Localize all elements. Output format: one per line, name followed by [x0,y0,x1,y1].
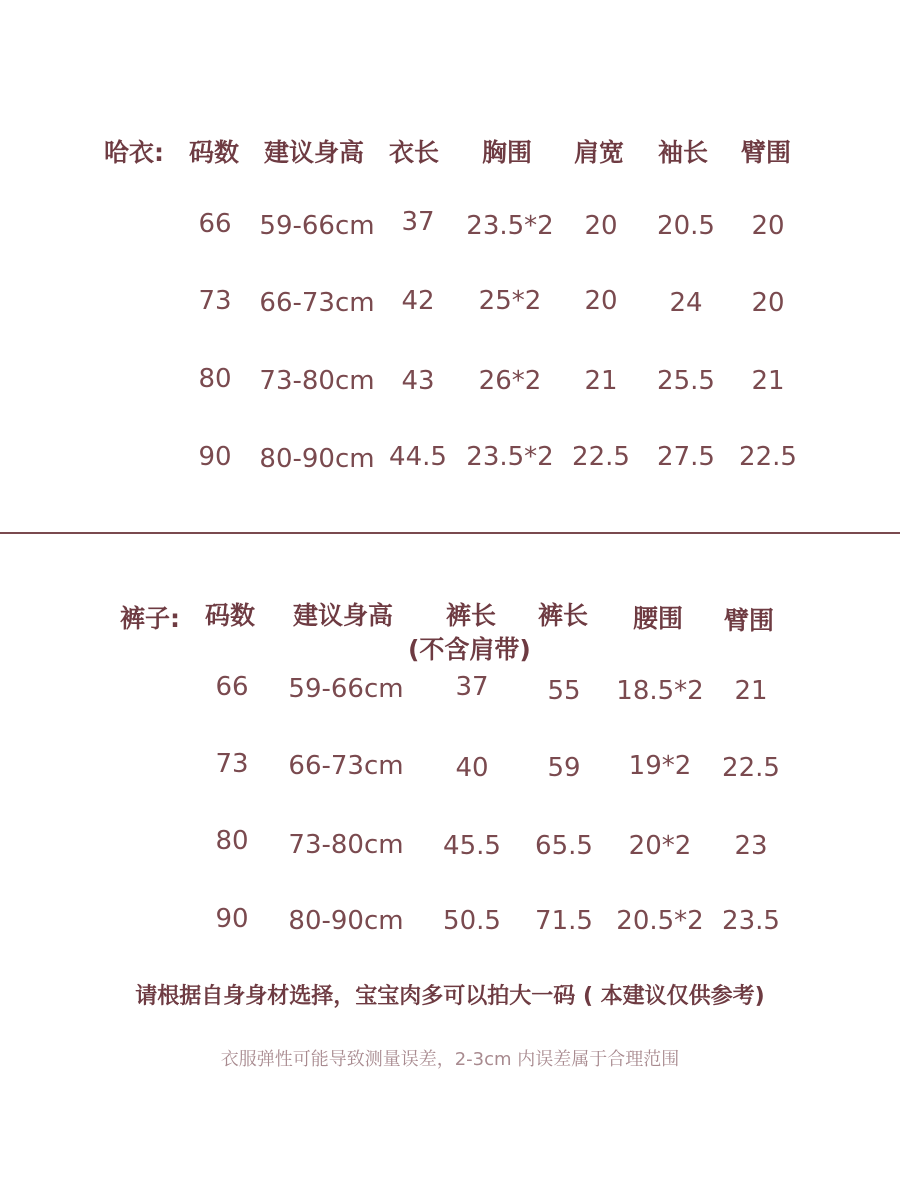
table-cell: 20*2 [628,831,692,861]
table-cell: 66 [198,209,232,239]
table-cell: 37 [455,672,489,702]
measurement-error-note: 衣服弹性可能导致测量误差，2-3cm 内误差属于合理范围 [220,1049,680,1070]
table-cell: 71.5 [535,906,593,936]
table-cell: 66 [215,672,249,702]
bottom-header-pants-length-2: 裤长 [538,601,589,630]
table-cell: 80 [215,826,249,856]
table-cell: 24 [669,288,703,318]
table-cell: 59-66cm [288,674,404,704]
table-cell: 18.5*2 [616,676,704,706]
table-cell: 21 [734,676,768,706]
table-cell: 23 [734,831,768,861]
table-cell: 45.5 [443,831,501,861]
table-cell: 90 [198,442,232,472]
table-cell: 80-90cm [288,906,404,936]
bottom-table-title: 裤子: [120,604,180,633]
table-cell: 80 [198,364,232,394]
table-cell: 19*2 [628,751,692,781]
table-cell: 21 [584,366,618,396]
top-header-length: 衣长 [389,138,440,167]
bottom-header-note: (不含肩带) [408,635,531,664]
table-cell: 25*2 [478,286,542,316]
bottom-header-height: 建议身高 [293,601,394,630]
table-cell: 42 [401,286,435,316]
table-cell: 23.5 [722,906,780,936]
table-cell: 50.5 [443,906,501,936]
table-cell: 73 [198,286,232,316]
table-cell: 40 [455,753,489,783]
table-cell: 20 [751,211,785,241]
top-table-title: 哈衣: [104,138,164,167]
top-header-chest: 胸围 [482,138,533,167]
table-cell: 73-80cm [259,366,375,396]
table-cell: 25.5 [657,366,715,396]
table-cell: 44.5 [389,442,447,472]
table-cell: 43 [401,366,435,396]
table-cell: 26*2 [478,366,542,396]
table-cell: 59-66cm [259,211,375,241]
table-cell: 21 [751,366,785,396]
table-cell: 80-90cm [259,444,375,474]
table-cell: 22.5 [739,442,797,472]
table-cell: 22.5 [572,442,630,472]
section-divider [0,532,900,534]
table-cell: 73-80cm [288,830,404,860]
table-cell: 20 [584,286,618,316]
table-cell: 90 [215,904,249,934]
bottom-header-size: 码数 [205,601,256,630]
table-cell: 20.5*2 [616,906,704,936]
table-cell: 37 [401,207,435,237]
table-cell: 20.5 [657,211,715,241]
top-header-height: 建议身高 [264,138,365,167]
table-cell: 23.5*2 [466,211,554,241]
bottom-header-arm: 臂围 [724,606,775,635]
table-cell: 27.5 [657,442,715,472]
table-cell: 20 [751,288,785,318]
top-header-shoulder: 肩宽 [574,138,625,167]
table-cell: 66-73cm [288,751,404,781]
bottom-header-waist: 腰围 [633,604,684,633]
size-advice-note: 请根据自身身材选择，宝宝肉多可以拍大一码 ( 本建议仅供参考) [135,984,765,1009]
top-header-sleeve: 袖长 [658,138,709,167]
top-header-arm: 臂围 [741,138,792,167]
table-cell: 22.5 [722,753,780,783]
bottom-header-pants-length: 裤长 [446,601,497,630]
table-cell: 23.5*2 [466,442,554,472]
table-cell: 20 [584,211,618,241]
table-cell: 55 [547,676,581,706]
table-cell: 73 [215,749,249,779]
table-cell: 59 [547,753,581,783]
table-cell: 65.5 [535,831,593,861]
top-header-size: 码数 [189,138,240,167]
table-cell: 66-73cm [259,288,375,318]
